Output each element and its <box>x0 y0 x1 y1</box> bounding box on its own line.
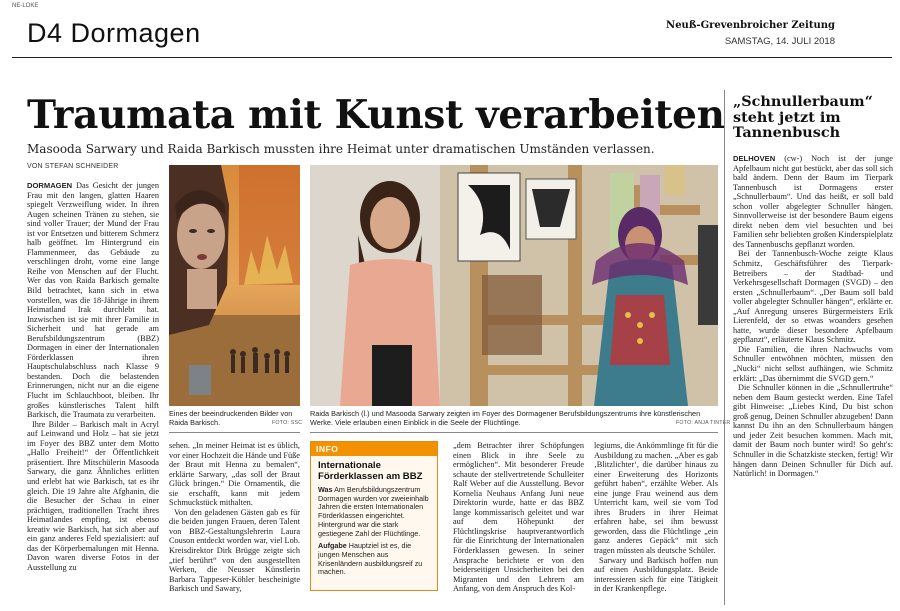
sidebar-paragraph <box>733 154 893 249</box>
info-box-lead: Aufgabe <box>318 541 347 551</box>
article-paragraph: „dem Betrachter ihrer Schöpfungen einen Blick in ihre Seele zu ermöglichen“. Mit besonderer Freude schaute der stellvertretende Schulleiter Ralf Weber auf die Ausstellung. Bevor Kornelia Neuhaus Anfang Juni neue Direktorin wurde, hatte er das BBZ lange kommissarisch geleitet und war auf dem Höhepunkt der Flüchtlingskrise hauptverantwortlich für die Einrichtung der Internationalen Förderklassen gewesen. In seiner Ansprache berichtete er von den beiderseitigen Unsicherheiten bei den Migranten und den Lehrern am Anfang, von dem Anspruch des Kol- <box>453 441 584 594</box>
painting-caption: Eines der beeindruckenden Bilder von Raida Barkisch. <box>169 409 293 427</box>
article-paragraph: Ihre Bilder – Barkisch malt in Acryl auf Leinwand und Holz – hat sie jetzt im Foyer des BBZ unter dem Motto „Hallo Freiheit!“ der Öffentlichkeit präsentiert. Ihre Mitschülerin Masooda Sarwary, die ganz Ähnliches erlitten und erlebt hat wie Barkisch, tat es ihr gleich. Die 19 Jahre alte Afghanin, die die Besucher der Schau in einer prächtigen, traditionellen Tracht ihres Heimatlandes empfing, ist ebenso kreativ wie Barkisch, hat sich aber auf ein ganz anderes Feld spezialisiert: auf das der Körperbemalungen mit Henna. Davon waren diverse Fotos in der Ausstellung zu <box>27 419 159 572</box>
newspaper-masthead: Neuß-Grevenbroicher Zeitung <box>666 20 835 31</box>
painting-photo <box>169 165 300 406</box>
main-photo <box>310 165 718 406</box>
sidebar-dateline: DELHOVEN <box>733 154 776 163</box>
article-paragraph: Sarwary und Barkisch hoffen nun auf einen Ausbildungsplatz. Beide interessieren sich für eine Tätigkeit in der Krankenpflege. <box>594 555 718 594</box>
info-box-paragraph <box>311 538 437 577</box>
article-paragraph: sehen. „In meiner Heimat ist es üblich, vor einer Hochzeit die Hände und Füße der Braut mit Henna zu bemalen“, erklärte Sarwary, „das soll der Braut Glück bringen.“ Die Ornamentik, die sie erschafft, kann mit jedem Schmuckstück mithalten. <box>169 441 300 508</box>
article-dateline: DORMAGEN <box>27 181 73 190</box>
sidebar-paragraph: Die Schnuller können in die „Schnullertruhe“ neben dem Baum gesteckt werden. Eine Tafel gibt Hinweise: „Liebes Kind, Du bist schon groß genug, Deinen Schnuller abzugeben! Dann kannst Du ihn an den Schnullerbaum hängen und jeder Zeit besuchen kommen. Mach mit, damit der Baum noch bunter wird! So geht's: Schnuller in die Schatzkiste stecken, fertig! Wir hängen dann Deinen Schnuller für Dich auf. Natürlich! in Dormagen.“ <box>733 383 893 479</box>
sidebar-text: (cw-) Noch ist der junge Apfelbaum nicht gut bestückt, aber das soll sich bald ändern. Denn der Baum im Tierpark Tannenbusch ist Dormagens erster „Schnullerbaum“. Und das heißt, er soll bald schon voller abgelegter Schnuller hängen. Sinnvollerweise ist der besondere Baum eigens direkt neben dem viel besuchten und bei Familien sehr beliebten großen Kinderspielplatz des Tannenbuschs gepflanzt worden. <box>733 154 893 249</box>
info-box <box>310 441 438 591</box>
main-photo-caption: Raida Barkisch (l.) und Masooda Sarwary zeigten im Foyer des Dormagener Berufsbildungszentrums ihre künstlerischen Werke. Viele erlauben einen Einblick in die Seele der Flüchtlinge. <box>310 409 701 427</box>
section-number: D4 <box>27 18 63 48</box>
sidebar-paragraph: Bei der Tannenbusch-Woche zeigte Klaus Schmitz, Geschäftsführer des Tierpark-Betreibers – der Stadtbad- und Verkehrsgesellschaft Dormagen (SVGD) – den ersten „Schnullerbaum“. „Der Baum soll bald voller abgelegter Schnuller hängen“, erklärte er. „Auf Anregung unseres Bürgermeisters Erik Lierenfeld, der so etwas woanders gesehen hatte, wurde dieser besondere Apfelbaum gepflanzt“, erläuterte Klaus Schmitz. <box>733 249 893 345</box>
article-paragraph: Von den geladenen Gästen gab es für die beiden jungen Frauen, deren Talent von BBZ-Gestaltungslehrerin Laura Couson entdeckt worden war, viel Lob. Kreisdirektor Dirk Brügge zeigte sich „tief berührt“ von den ausgestellten Werken, die Neusser Künstlerin Barbara Tappeser-Köhler bescheinigte Barkisch und Sawary, <box>169 507 300 594</box>
sidebar-divider <box>724 90 725 605</box>
issue-date: SAMSTAG, 14. JULI 2018 <box>724 36 835 47</box>
article-column-4 <box>453 441 584 609</box>
sidebar-headline: „Schnullerbaum“ steht jetzt im Tannenbusch <box>733 93 873 141</box>
info-box-tag: INFO <box>311 442 437 456</box>
main-photo-credit: FOTO: ANJA TINTER <box>676 420 731 426</box>
info-box-title: Internationale Förderklassen am BBZ <box>318 460 423 482</box>
article-paragraph: legiums, die Ankömmlinge fit für die Ausbildung zu machen. „Aber es gab ‚Blitzlichter‘, die darüber hinaus zu einer Erweiterung des Horizonts geführt haben“, erzählte Weber. Als eine junge Frau weinend aus dem Unterricht kam, weil sie vom Tod ihres Bruders in ihrer Heimat erfahren habe, sei ihm bewusst geworden, dass die Flüchtlinge „ein ganz anderes Gepäck“ mit sich tragen müssten als deutsche Schüler. <box>594 441 718 556</box>
article-subheadline: Masooda Sarwary und Raida Barkisch mussten ihre Heimat unter dramatischen Umständen verlassen. <box>27 142 655 156</box>
section-name: Dormagen <box>70 18 201 48</box>
painting-photo-credit: FOTO: SSC <box>272 420 303 426</box>
article-headline: Traumata mit Kunst verarbeiten <box>27 92 725 138</box>
article-paragraph <box>27 181 159 420</box>
article-byline: VON STEFAN SCHNEIDER <box>27 163 119 170</box>
info-box-text: Hauptziel ist es, die jungen Menschen aus Krisenländern ausbildungsreif zu machen. <box>318 541 423 577</box>
article-column-1 <box>27 181 159 609</box>
section-title <box>27 18 201 49</box>
header-rule <box>12 57 892 58</box>
page-code: NE-LOKE <box>12 3 39 9</box>
article-column-2 <box>169 441 300 609</box>
caption-rule-left <box>169 432 300 433</box>
article-column-5 <box>594 441 718 609</box>
article-text: Das Gesicht der jungen Frau mit den langen, glatten Haaren spiegelt Verzweiflung wider. In ihren Augen scheinen Tränen zu stehen, sie sind voller Trauer; der Mund der Frau ist vor Entsetzen und bitterem Schmerz halb geöffnet. Im Hintergrund ein Flammenmeer, das Gebäude zu verschlingen droht, vorne eine lange Reihe von Menschen auf der Flucht. Wer das von Raida Barkisch gemalte Bild betrachtet, kann sich in etwa vorstellen, was die 18-Jährige in ihrem Heimatland Irak durchlebt hat. Inzwischen ist sie mit ihrer Familie in Sicherheit und hat gerade am Berufsbildungszentrum (BBZ) Dormagen in einer der Internationalen Förderklassen ihren Hauptschulabschluss nach Klasse 9 bestanden. Doch die belastenden Erinnerungen, nicht nur an die eigene Flucht im Schlauchboot, bleiben. Ihr großes künstlerisches Talent hilft Barkisch, die Traumata zu verarbeiten. <box>27 181 159 420</box>
sidebar-article <box>733 154 893 604</box>
info-box-paragraph <box>311 482 437 538</box>
main-photo-image <box>310 165 718 406</box>
sidebar-paragraph: Die Familien, die ihren Nachwuchs vom Schnuller entwöhnen möchten, müssen den „Nucki“ nicht selbst aufhängen, wie Schmitz erklärt: „Das übernimmt die SVGD gern.“ <box>733 344 893 383</box>
info-box-text: Am Berufsbildungszentrum Dormagen wurden vor zweieinhalb Jahren die ersten Internationalen Förderklassen eingerichtet. Hintergrund war die stark gestiegene Zahl der Flüchtlinge. <box>318 485 429 538</box>
caption-rule-main <box>310 432 718 433</box>
info-box-lead: Was <box>318 485 333 494</box>
painting-image <box>169 165 300 406</box>
